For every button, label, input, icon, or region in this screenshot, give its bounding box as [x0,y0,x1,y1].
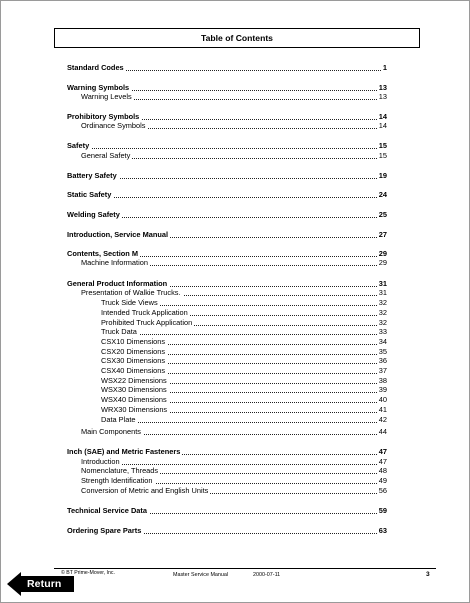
footer-rule [54,568,436,569]
toc-leader-dots [67,148,381,149]
toc-entry-page: 33 [378,327,387,336]
toc-entry-page: 15 [378,141,387,150]
toc-entry-page: 47 [378,457,387,466]
toc-entry[interactable] [1,405,470,415]
toc-entry[interactable] [1,288,470,298]
toc-entry-page: 29 [378,249,387,258]
toc-entry-label: Ordering Spare Parts [67,526,142,535]
toc-entry[interactable] [1,151,470,161]
toc-entry-label: WSX22 Dimensions [101,376,167,385]
toc-entry-label: CSX40 Dimensions [101,366,166,375]
toc-entry-page: 27 [378,230,387,239]
toc-entry-page: 47 [378,447,387,456]
toc-entry-label: Standard Codes [67,63,124,72]
toc-entry-label: Prohibitory Symbols [67,112,140,121]
toc-entry-label: Introduction, Service Manual [67,230,169,239]
toc-entry-page: 15 [378,151,387,160]
toc-entry-page: 31 [378,288,387,297]
toc-entry-page: 39 [378,385,387,394]
toc-entry-page: 13 [378,83,387,92]
toc-entry[interactable] [1,415,470,425]
toc-entry-page: 35 [378,347,387,356]
toc-entry-label: General Safety [81,151,131,160]
toc-entry-label: Contents, Section M [67,249,139,258]
toc-entry-label: CSX20 Dimensions [101,347,166,356]
toc-entry[interactable] [1,190,470,200]
toc-entry[interactable] [1,395,470,405]
toc-entry-page: 37 [378,366,387,375]
toc-entry-page: 48 [378,466,387,475]
toc-entry-label: Intended Truck Application [101,308,188,317]
toc-leader-dots [67,197,381,198]
toc-entry-label: Truck Side Views [101,298,158,307]
toc-entry-page: 13 [378,92,387,101]
toc-entry[interactable] [1,210,470,220]
toc-entry[interactable] [1,385,470,395]
toc-entry[interactable] [1,298,470,308]
toc-entry-label: CSX10 Dimensions [101,337,166,346]
toc-entry-label: Inch (SAE) and Metric Fasteners [67,447,181,456]
toc-entry-page: 32 [378,318,387,327]
toc-entry[interactable] [1,337,470,347]
toc-entry-page: 41 [378,405,387,414]
toc-entry-page: 44 [378,427,387,436]
toc-entry-page: 56 [378,486,387,495]
toc-entry[interactable] [1,356,470,366]
toc-list [1,1,470,561]
toc-entry-label: Presentation of Walkie Trucks. [81,288,181,297]
toc-entry[interactable] [1,171,470,181]
toc-entry[interactable] [1,308,470,318]
toc-entry-page: 19 [378,171,387,180]
toc-entry[interactable] [1,230,470,240]
toc-entry[interactable] [1,476,470,486]
toc-entry[interactable] [1,366,470,376]
toc-entry-page: 34 [378,337,387,346]
toc-entry[interactable] [1,447,470,457]
toc-entry-label: Ordinance Symbols [81,121,146,130]
toc-entry-page: 36 [378,356,387,365]
toc-leader-dots [101,422,381,423]
toc-entry-page: 1 [382,63,387,72]
toc-entry-page: 49 [378,476,387,485]
toc-leader-dots [101,334,381,335]
toc-entry-label: Truck Data [101,327,137,336]
toc-entry-page: 59 [378,506,387,515]
return-button[interactable] [7,571,75,597]
toc-entry-label: Welding Safety [67,210,120,219]
toc-entry-page: 14 [378,121,387,130]
toc-entry-page: 14 [378,112,387,121]
toc-entry[interactable] [1,526,470,536]
toc-entry[interactable] [1,506,470,516]
toc-entry[interactable] [1,427,470,437]
footer-date: 2000-07-11 [253,572,281,578]
toc-entry-label: WRX30 Dimensions [101,405,168,414]
toc-entry-label: Static Safety [67,190,112,199]
toc-entry-label: Strength Identification [81,476,153,485]
toc-entry-label: Data Plate [101,415,136,424]
toc-entry-page: 32 [378,298,387,307]
footer-document-title: Master Service Manual [173,572,229,578]
toc-entry-label: WSX30 Dimensions [101,385,167,394]
toc-title: Table of Contents [54,28,420,48]
toc-entry[interactable] [1,121,470,131]
toc-entry[interactable] [1,92,470,102]
toc-entry-page: 31 [378,279,387,288]
toc-entry[interactable] [1,141,470,151]
toc-entry-label: Conversion of Metric and English Units [81,486,209,495]
toc-entry[interactable] [1,327,470,337]
toc-entry-label: Warning Levels [81,92,132,101]
toc-entry-page: 25 [378,210,387,219]
toc-entry-label: Technical Service Data [67,506,147,515]
toc-entry-label: Prohibited Truck Application [101,318,193,327]
toc-entry-page: 29 [378,258,387,267]
toc-entry-label: CSX30 Dimensions [101,356,166,365]
footer-copyright: © BT Prime-Mover, Inc. [61,570,115,576]
return-label: Return [27,578,62,590]
toc-entry[interactable] [1,466,470,476]
toc-entry-label: Nomenclature, Threads [81,466,159,475]
toc-entry-label: Main Components [81,427,141,436]
toc-leader-dots [81,464,381,465]
toc-entry-label: Battery Safety [67,171,117,180]
toc-entry-page: 24 [378,190,387,199]
toc-entry[interactable] [1,258,470,268]
toc-entry-label: Introduction [81,457,120,466]
toc-entry-page: 42 [378,415,387,424]
toc-entry-page: 32 [378,308,387,317]
toc-entry-label: Warning Symbols [67,83,130,92]
toc-entry-page: 38 [378,376,387,385]
toc-entry-label: General Product Information [67,279,168,288]
footer-page-number: 3 [426,571,430,578]
toc-entry-label: WSX40 Dimensions [101,395,167,404]
toc-entry-page: 40 [378,395,387,404]
toc-entry-label: Machine Information [81,258,148,267]
toc-entry[interactable] [1,63,470,73]
toc-entry[interactable] [1,486,470,496]
toc-entry-label: Safety [67,141,90,150]
toc-entry-page: 63 [378,526,387,535]
